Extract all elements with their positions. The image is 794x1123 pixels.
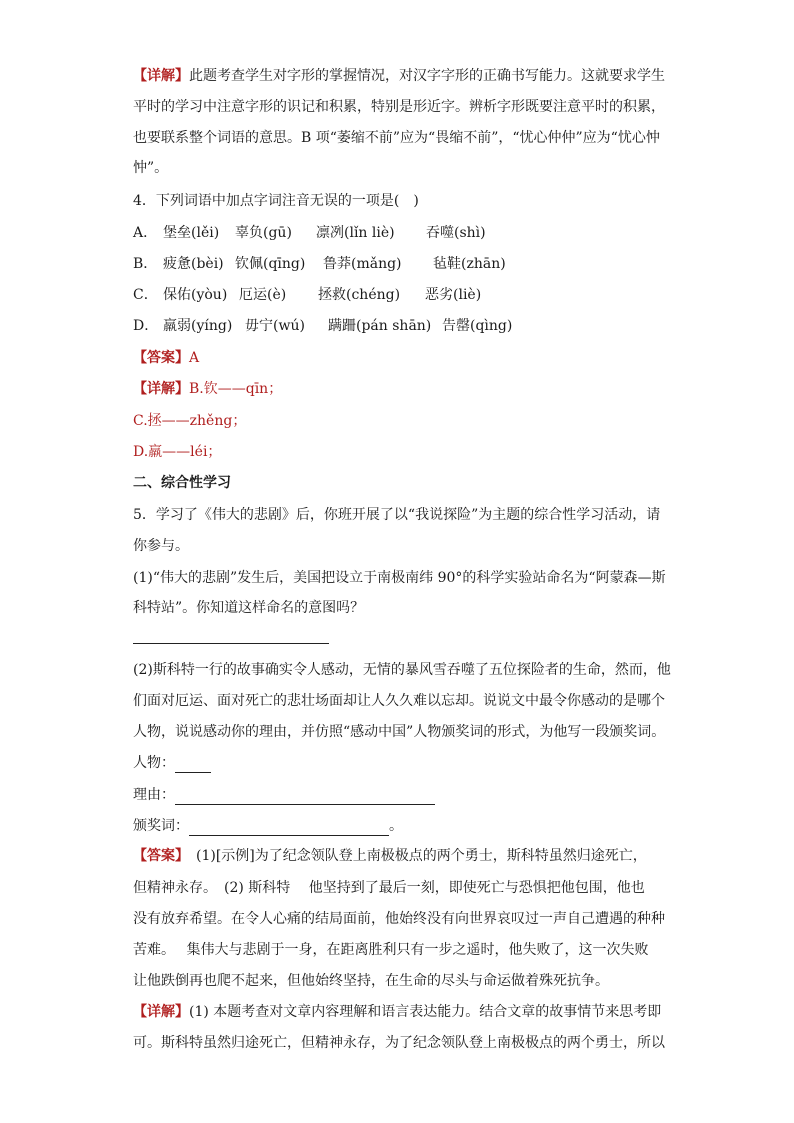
- q3-detail-line-3: 也要联系整个词语的意思。B 项“萎缩不前”应为“畏缩不前”，“忧心仲仲”应为“忧心忡: [133, 130, 660, 146]
- q4-option-c: [133, 285, 481, 305]
- option-word: 蹒跚(pán shān): [328, 318, 432, 334]
- option-word: 羸弱(yíng): [163, 318, 233, 334]
- q5-stem-2: 你参与。: [133, 538, 189, 554]
- detail-tag: 【详解】: [133, 68, 189, 84]
- q4-detail-3: D.羸——léi；: [133, 444, 222, 460]
- q5-part2-line-2: 们面对厄运、面对死亡的悲壮场面却让人久久难以忘却。说说文中最令你感动的是哪个: [133, 693, 665, 709]
- reason-label: 理由：: [133, 787, 175, 803]
- q5-part1-line-1: (1)“伟大的悲剧”发生后，美国把设立于南极南纬 90°的科学实验站命名为“阿蒙森—斯: [133, 570, 666, 586]
- option-word: 吞噬(shì): [426, 225, 486, 241]
- q3-detail-line-2: 平时的学习中注意字形的识记和积累，特别是形近字。辨析字形既要注意平时的积累，: [133, 99, 665, 115]
- q5-detail-1: 【详解】(1) 本题考查对文章内容理解和语言表达能力。结合文章的故事情节来思考即: [133, 1004, 662, 1020]
- q5-detail-2: 可。斯科特虽然归途死亡，但精神永存，为了纪念领队登上南极极点的两个勇士，所以: [133, 1035, 665, 1051]
- q4-detail-1: 【详解】B.钦——qīn；: [133, 381, 283, 397]
- answer-blank-line: [133, 643, 329, 644]
- option-word: 厄运(è): [239, 287, 287, 303]
- q5-answer-1: 【答案】 (1)[示例]为了纪念领队登上南极极点的两个勇士，斯科特虽然归途死亡，: [133, 848, 647, 864]
- section-title: 二、综合性学习: [133, 475, 231, 491]
- award-blank: [189, 821, 389, 836]
- q3-detail-line-4: 忡”。: [133, 160, 169, 176]
- q4-option-a: [133, 223, 486, 243]
- q5-answer-5: 让他跌倒再也爬不起来，但他始终坚持，在生命的尽头与命运做着殊死抗争。: [133, 973, 609, 989]
- reason-blank: [175, 790, 435, 805]
- answer-tag: 【答案】: [133, 848, 182, 864]
- answer-tag: 【答案】: [133, 350, 189, 366]
- option-word: 告罄(qìng): [442, 318, 513, 334]
- option-word: 凛冽(lǐn liè): [316, 225, 395, 241]
- detail-tag: 【详解】: [133, 381, 189, 397]
- q4-detail-2: C.拯——zhěng；: [133, 413, 247, 429]
- answer-value: A: [189, 350, 200, 366]
- option-word: 辜负(gū): [235, 225, 292, 241]
- person-row: [133, 753, 211, 773]
- detail-tag: 【详解】: [133, 1004, 189, 1020]
- q4-option-b: [133, 254, 506, 274]
- q5-answer-3: 没有放弃希望。在令人心痛的结局面前，他始终没有向世界哀叹过一声自己遭遇的种种: [133, 911, 665, 927]
- q5-part1-line-2: 科特站”。你知道这样命名的意图吗？: [133, 600, 365, 616]
- option-label: A．: [133, 225, 158, 241]
- q5-part2-line-1: (2)斯科特一行的故事确实令人感动，无情的暴风雪吞噬了五位探险者的生命，然而，他: [133, 662, 671, 678]
- q5-stem-1: 5．学习了《伟大的悲剧》后，你班开展了以“我说探险”为主题的综合性学习活动，请: [133, 507, 661, 523]
- option-label: B．: [133, 256, 158, 272]
- q5-part2-line-3: 人物，说说感动你的理由，并仿照“感动中国”人物颁奖词的形式，为他写一段颁奖词。: [133, 724, 666, 740]
- option-word: 毡鞋(zhān): [433, 256, 506, 272]
- q5-answer-2: 但精神永存。 (2) 斯科特 他坚持到了最后一刻，即使死亡与恐惧把他包围，他也: [133, 880, 645, 896]
- award-row: 颁奖词： 。: [133, 818, 403, 834]
- option-word: 钦佩(qīng): [235, 256, 306, 272]
- award-label: 颁奖词：: [133, 818, 189, 834]
- option-word: 疲惫(bèi): [163, 256, 224, 272]
- q4-answer: [133, 348, 199, 368]
- option-label: D．: [133, 318, 159, 334]
- q4-option-d: [133, 316, 512, 336]
- option-word: 鲁莽(mǎng): [323, 256, 402, 272]
- q4-stem: 4．下列词语中加点字词注音无误的一项是( ): [133, 193, 419, 209]
- q3-detail-line-1: 【详解】此题考查学生对字形的掌握情况，对汉字字形的正确书写能力。这就要求学生: [133, 68, 665, 84]
- option-word: 拯救(chéng): [318, 287, 401, 303]
- q5-answer-4: 苦难。 集伟大与悲剧于一身，在距离胜利只有一步之遥时，他失败了，这一次失败: [133, 942, 649, 958]
- person-blank: [175, 758, 211, 773]
- person-label: 人物：: [133, 755, 175, 771]
- option-word: 保佑(yòu): [163, 287, 228, 303]
- reason-row: [133, 785, 435, 805]
- option-word: 堡垒(lěi): [163, 225, 220, 241]
- option-label: C．: [133, 287, 158, 303]
- option-word: 恶劣(liè): [425, 287, 482, 303]
- option-word: 毋宁(wú): [245, 318, 305, 334]
